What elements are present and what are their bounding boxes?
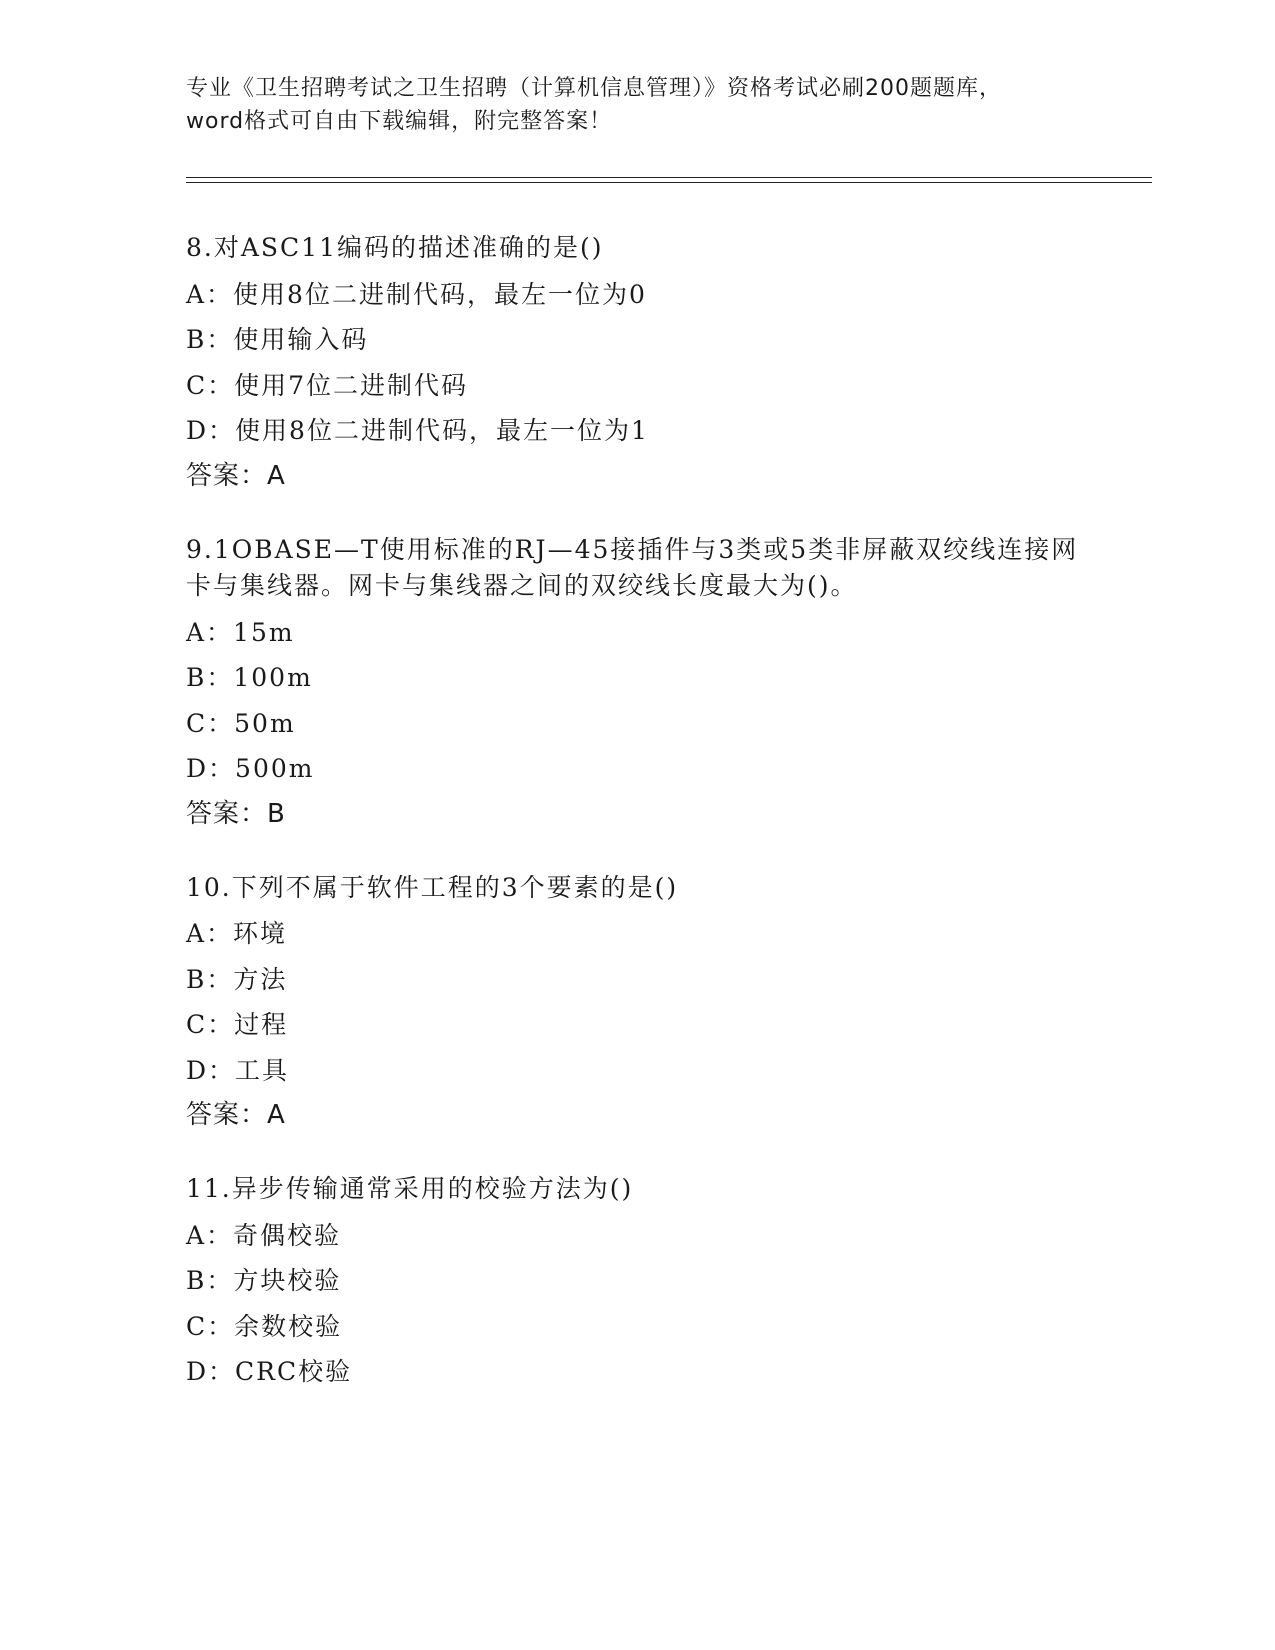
option-b: B：方块校验 [186,1266,342,1295]
option-list [186,610,1086,792]
question-stem: 10.下列不属于软件工程的3个要素的是() [186,872,679,902]
option-list [186,911,1086,1093]
option-d: D：使用8位二进制代码，最左一位为1 [186,416,649,445]
option-c: C：50m [186,708,296,738]
answer-line: 答案：B [186,798,286,829]
header-divider-bottom [186,182,1152,183]
option-b: B：方法 [186,964,288,994]
header-line-2: word格式可自由下载编辑，附完整答案！ [186,109,613,134]
question-8 [186,230,1086,498]
question-list [186,230,1086,1429]
question-stem: 8.对ASC11编码的描述准确的是() [186,233,604,262]
option-list [186,1213,1086,1395]
answer-line: 答案：A [186,1100,286,1130]
option-a: A：使用8位二进制代码，最左一位为0 [186,279,647,309]
option-a: A：环境 [186,919,288,948]
option-d: D：500m [186,754,315,783]
question-10 [186,870,1086,1138]
option-c: C：使用7位二进制代码 [186,370,469,400]
option-d: D：CRC校验 [186,1357,353,1386]
option-list [186,272,1086,454]
question-11 [186,1171,1086,1395]
option-b: B：使用输入码 [186,325,369,354]
answer-line: 答案：A [186,460,286,491]
question-stem: 11.异步传输通常采用的校验方法为() [186,1174,634,1203]
header-divider-top [186,177,1152,178]
option-d: D：工具 [186,1055,290,1085]
option-b: B：100m [186,663,313,692]
option-c: C：过程 [186,1010,289,1039]
question-9 [186,532,1086,836]
header-line-1: 专业《卫生招聘考试之卫生招聘（计算机信息管理）》资格考试必刷200题题库， [186,76,1002,101]
question-stem: 9.1OBASE—T使用标准的RJ—45接插件与3类或5类非屏蔽双绞线连接网卡与集线器。网卡与集线器之间的双绞线长度最大为()。 [186,534,1079,600]
option-a: A：15m [186,617,295,647]
document-header [186,72,1086,138]
option-c: C：余数校验 [186,1311,343,1341]
option-a: A：奇偶校验 [186,1220,342,1250]
